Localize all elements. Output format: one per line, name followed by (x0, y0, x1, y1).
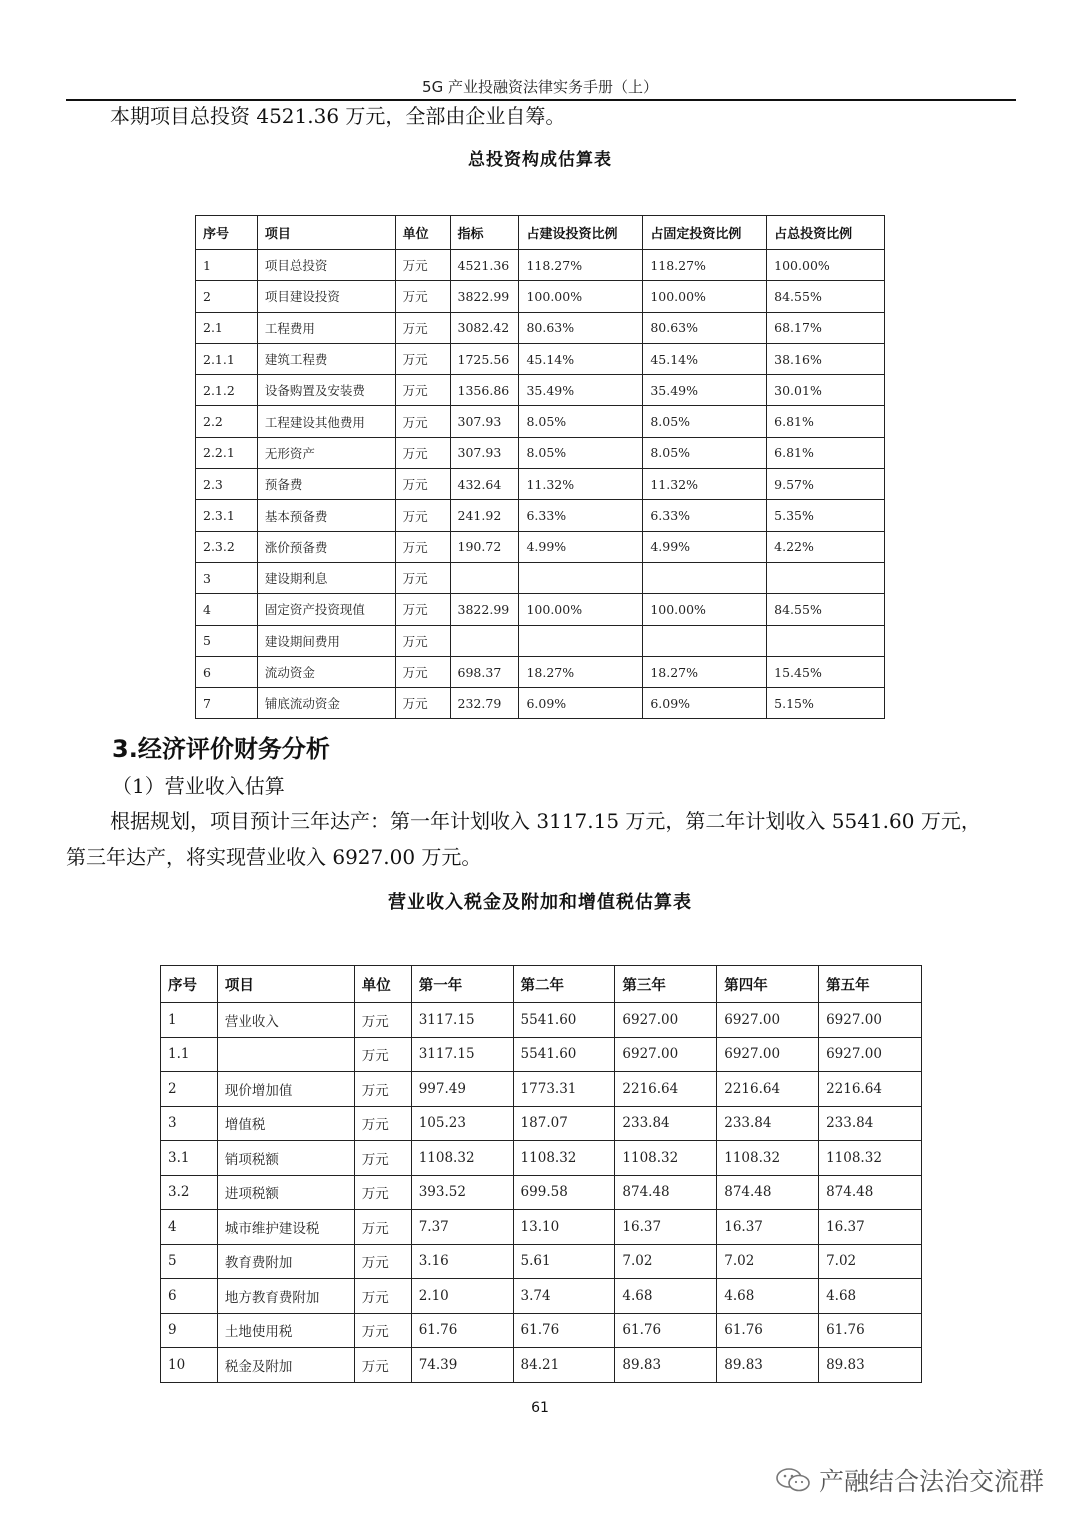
table-row (161, 1072, 922, 1107)
table-cell: 233.84 (615, 1106, 717, 1141)
table-cell: 3.2 (161, 1175, 218, 1210)
table-cell: 万元 (395, 312, 450, 343)
table-cell: 4.68 (615, 1279, 717, 1314)
table-cell: 4 (196, 594, 258, 625)
table-cell: 6927.00 (615, 1003, 717, 1038)
table-cell: 6927.00 (717, 1037, 819, 1072)
intro-text: 本期项目总投资 4521.36 万元，全部由企业自筹。 (110, 104, 566, 128)
table-cell: 307.93 (450, 406, 519, 437)
table-row (161, 1003, 922, 1038)
table-cell: 7.02 (819, 1244, 922, 1279)
table-cell (450, 625, 519, 656)
table-cell: 393.52 (411, 1175, 513, 1210)
table-cell: 16.37 (819, 1210, 922, 1245)
table-row (196, 656, 885, 687)
table-cell: 7 (196, 688, 258, 719)
column-header: 单位 (395, 216, 450, 250)
table-cell: 4.68 (717, 1279, 819, 1314)
table-cell: 7.02 (615, 1244, 717, 1279)
section-subheading: （1）营业收入估算 (112, 774, 285, 798)
table-cell: 233.84 (819, 1106, 922, 1141)
table-row (161, 1279, 922, 1314)
table-cell: 35.49% (643, 375, 767, 406)
column-header: 序号 (196, 216, 258, 250)
table-row (161, 1244, 922, 1279)
table-cell (643, 625, 767, 656)
table-cell: 35.49% (519, 375, 643, 406)
table-cell: 2.2 (196, 406, 258, 437)
table-cell: 241.92 (450, 500, 519, 531)
table-cell: 2.1.1 (196, 343, 258, 374)
table-cell: 9.57% (767, 469, 885, 500)
table-cell: 5.35% (767, 500, 885, 531)
table-row (196, 406, 885, 437)
table-cell (217, 1037, 354, 1072)
table-row (196, 500, 885, 531)
table-cell: 1.1 (161, 1037, 218, 1072)
body-paragraph-line1: 根据规划，项目预计三年达产：第一年计划收入 3117.15 万元，第二年计划收入 5541.60 万元， (110, 809, 981, 833)
table-cell: 7.37 (411, 1210, 513, 1245)
table-cell: 预备费 (257, 469, 395, 500)
column-header: 第四年 (717, 966, 819, 1003)
table-cell: 3117.15 (411, 1037, 513, 1072)
table-row (196, 594, 885, 625)
table-cell: 万元 (395, 437, 450, 468)
table-cell: 84.55% (767, 281, 885, 312)
table-row (196, 469, 885, 500)
table-cell: 销项税额 (217, 1141, 354, 1176)
column-header: 第一年 (411, 966, 513, 1003)
table-cell: 6 (161, 1279, 218, 1314)
table-cell: 1108.32 (411, 1141, 513, 1176)
wechat-icon (775, 1467, 811, 1493)
table-row (196, 562, 885, 593)
table-cell: 18.27% (643, 656, 767, 687)
table-cell: 45.14% (643, 343, 767, 374)
table-cell: 6927.00 (717, 1003, 819, 1038)
table-cell: 万元 (395, 406, 450, 437)
table-cell: 6.09% (643, 688, 767, 719)
table-cell: 84.55% (767, 594, 885, 625)
table-cell: 100.00% (519, 594, 643, 625)
table-cell: 4 (161, 1210, 218, 1245)
table-cell: 万元 (354, 1210, 411, 1245)
column-header: 第五年 (819, 966, 922, 1003)
table-cell (519, 562, 643, 593)
table-cell: 8.05% (643, 406, 767, 437)
table-cell: 2216.64 (819, 1072, 922, 1107)
table-cell: 8.05% (519, 406, 643, 437)
table-row (161, 1348, 922, 1383)
table-cell: 698.37 (450, 656, 519, 687)
page-number: 61 (531, 1400, 549, 1416)
table-cell: 1108.32 (717, 1141, 819, 1176)
table-cell: 61.76 (411, 1313, 513, 1348)
header-title: 5G 产业投融资法律实务手册（上） (422, 78, 658, 96)
table-cell: 1 (161, 1003, 218, 1038)
investment-table (195, 215, 885, 719)
table-cell: 233.84 (717, 1106, 819, 1141)
table-cell: 190.72 (450, 531, 519, 562)
table-cell: 固定资产投资现值 (257, 594, 395, 625)
table-cell: 5541.60 (513, 1003, 615, 1038)
table-cell: 18.27% (519, 656, 643, 687)
table-cell: 进项税额 (217, 1175, 354, 1210)
table-cell: 万元 (395, 625, 450, 656)
table-cell: 699.58 (513, 1175, 615, 1210)
table-cell: 5.15% (767, 688, 885, 719)
table-cell: 2.3.1 (196, 500, 258, 531)
table-cell (450, 562, 519, 593)
table-cell: 增值税 (217, 1106, 354, 1141)
table-cell: 105.23 (411, 1106, 513, 1141)
table-cell: 997.49 (411, 1072, 513, 1107)
table-cell: 8.05% (519, 437, 643, 468)
table-cell: 万元 (395, 281, 450, 312)
table-cell (767, 562, 885, 593)
table-cell: 4.99% (519, 531, 643, 562)
table-cell: 432.64 (450, 469, 519, 500)
table-cell: 铺底流动资金 (257, 688, 395, 719)
table-cell: 5.61 (513, 1244, 615, 1279)
table-cell: 9 (161, 1313, 218, 1348)
table-cell: 100.00% (519, 281, 643, 312)
table-row (196, 375, 885, 406)
table-header-row (196, 216, 885, 250)
table-row (196, 250, 885, 281)
table-cell: 30.01% (767, 375, 885, 406)
table-cell: 万元 (395, 469, 450, 500)
body-paragraph-line2: 第三年达产，将实现营业收入 6927.00 万元。 (66, 845, 482, 869)
table-cell: 118.27% (643, 250, 767, 281)
table-cell: 307.93 (450, 437, 519, 468)
column-header: 序号 (161, 966, 218, 1003)
table-cell: 建设期利息 (257, 562, 395, 593)
table-cell: 3.16 (411, 1244, 513, 1279)
table-cell: 现价增加值 (217, 1072, 354, 1107)
table-cell: 万元 (395, 562, 450, 593)
table-cell: 45.14% (519, 343, 643, 374)
column-header: 项目 (217, 966, 354, 1003)
table-row (161, 1175, 922, 1210)
table-cell: 土地使用税 (217, 1313, 354, 1348)
table-cell: 1725.56 (450, 343, 519, 374)
table-header-row (161, 966, 922, 1003)
table-cell: 6.81% (767, 406, 885, 437)
table-row (196, 312, 885, 343)
table-row (196, 688, 885, 719)
table-cell: 项目总投资 (257, 250, 395, 281)
table-cell: 3822.99 (450, 594, 519, 625)
table-cell: 2 (196, 281, 258, 312)
table-cell: 营业收入 (217, 1003, 354, 1038)
table-cell: 61.76 (819, 1313, 922, 1348)
table-cell: 100.00% (767, 250, 885, 281)
table-cell: 万元 (395, 375, 450, 406)
table-cell: 61.76 (513, 1313, 615, 1348)
table-cell: 80.63% (643, 312, 767, 343)
column-header: 单位 (354, 966, 411, 1003)
table-row (161, 1313, 922, 1348)
table-cell: 6927.00 (819, 1003, 922, 1038)
table-cell: 地方教育费附加 (217, 1279, 354, 1314)
table-row (196, 625, 885, 656)
table-cell: 7.02 (717, 1244, 819, 1279)
watermark-text: 产融结合法治交流群 (818, 1467, 1044, 1496)
table-cell: 万元 (354, 1106, 411, 1141)
table-row (196, 281, 885, 312)
table-cell: 万元 (395, 343, 450, 374)
revenue-tax-table (160, 965, 922, 1383)
table-cell: 万元 (395, 531, 450, 562)
column-header: 指标 (450, 216, 519, 250)
table-cell: 涨价预备费 (257, 531, 395, 562)
table2-caption: 营业收入税金及附加和增值税估算表 (388, 892, 692, 913)
table-cell: 4521.36 (450, 250, 519, 281)
table-cell: 4.99% (643, 531, 767, 562)
table-row (196, 343, 885, 374)
table-cell: 6.33% (643, 500, 767, 531)
table-cell: 万元 (354, 1003, 411, 1038)
table-row (161, 1141, 922, 1176)
table-cell: 232.79 (450, 688, 519, 719)
table-cell: 2.3 (196, 469, 258, 500)
table-cell: 61.76 (615, 1313, 717, 1348)
table-cell: 89.83 (615, 1348, 717, 1383)
table-cell: 流动资金 (257, 656, 395, 687)
table-cell: 2216.64 (717, 1072, 819, 1107)
table-cell: 万元 (354, 1244, 411, 1279)
table-cell: 建筑工程费 (257, 343, 395, 374)
table-cell: 万元 (395, 500, 450, 531)
table-cell: 16.37 (717, 1210, 819, 1245)
table-cell: 万元 (354, 1141, 411, 1176)
table-cell: 3 (196, 562, 258, 593)
table-row (161, 1210, 922, 1245)
table-cell: 10 (161, 1348, 218, 1383)
column-header: 第三年 (615, 966, 717, 1003)
table-cell: 874.48 (819, 1175, 922, 1210)
table-cell: 万元 (395, 656, 450, 687)
section-heading: 3.经济评价财务分析 (112, 735, 330, 763)
table-cell: 89.83 (717, 1348, 819, 1383)
table-cell: 万元 (354, 1348, 411, 1383)
table-cell: 15.45% (767, 656, 885, 687)
table-cell: 1356.86 (450, 375, 519, 406)
table-cell: 3 (161, 1106, 218, 1141)
table-row (196, 531, 885, 562)
table-cell: 3.74 (513, 1279, 615, 1314)
table-cell: 项目建设投资 (257, 281, 395, 312)
table-cell (519, 625, 643, 656)
table-cell: 1108.32 (819, 1141, 922, 1176)
table-cell: 万元 (395, 688, 450, 719)
table-cell: 11.32% (643, 469, 767, 500)
table-cell: 万元 (354, 1037, 411, 1072)
table-cell: 2.1 (196, 312, 258, 343)
table-cell: 1 (196, 250, 258, 281)
column-header: 占总投资比例 (767, 216, 885, 250)
column-header: 占固定投资比例 (643, 216, 767, 250)
table-cell: 税金及附加 (217, 1348, 354, 1383)
table-cell: 无形资产 (257, 437, 395, 468)
table-cell: 5541.60 (513, 1037, 615, 1072)
table-cell: 118.27% (519, 250, 643, 281)
column-header: 占建设投资比例 (519, 216, 643, 250)
table-cell: 89.83 (819, 1348, 922, 1383)
table-cell: 16.37 (615, 1210, 717, 1245)
table-cell: 6.33% (519, 500, 643, 531)
table-cell: 万元 (354, 1279, 411, 1314)
table-cell: 4.68 (819, 1279, 922, 1314)
table-cell: 74.39 (411, 1348, 513, 1383)
table-cell: 84.21 (513, 1348, 615, 1383)
table-cell: 8.05% (643, 437, 767, 468)
table-cell: 6.81% (767, 437, 885, 468)
table-cell: 80.63% (519, 312, 643, 343)
table-cell: 1108.32 (615, 1141, 717, 1176)
table-cell: 2.1.2 (196, 375, 258, 406)
table-cell: 设备购置及安装费 (257, 375, 395, 406)
table-cell: 2 (161, 1072, 218, 1107)
table-cell: 38.16% (767, 343, 885, 374)
table-cell: 5 (196, 625, 258, 656)
table-cell: 城市维护建设税 (217, 1210, 354, 1245)
table-cell: 万元 (395, 250, 450, 281)
table-cell: 100.00% (643, 594, 767, 625)
table-cell (643, 562, 767, 593)
table-cell (767, 625, 885, 656)
table-cell: 3117.15 (411, 1003, 513, 1038)
table-cell: 工程费用 (257, 312, 395, 343)
table-cell: 874.48 (615, 1175, 717, 1210)
table-cell: 万元 (395, 594, 450, 625)
table-row (161, 1037, 922, 1072)
table-cell: 4.22% (767, 531, 885, 562)
table-cell: 13.10 (513, 1210, 615, 1245)
table-cell: 2.2.1 (196, 437, 258, 468)
table-row (196, 437, 885, 468)
table-cell: 100.00% (643, 281, 767, 312)
table-cell: 6927.00 (615, 1037, 717, 1072)
table-cell: 6927.00 (819, 1037, 922, 1072)
table-cell: 万元 (354, 1313, 411, 1348)
column-header: 项目 (257, 216, 395, 250)
table-cell: 2.3.2 (196, 531, 258, 562)
table-cell: 1108.32 (513, 1141, 615, 1176)
table-cell: 61.76 (717, 1313, 819, 1348)
table-cell: 教育费附加 (217, 1244, 354, 1279)
table-cell: 187.07 (513, 1106, 615, 1141)
table1-caption: 总投资构成估算表 (468, 150, 612, 170)
table-cell: 3.1 (161, 1141, 218, 1176)
table-cell: 3082.42 (450, 312, 519, 343)
table-cell: 基本预备费 (257, 500, 395, 531)
table-cell: 3822.99 (450, 281, 519, 312)
table-cell: 1773.31 (513, 1072, 615, 1107)
column-header: 第二年 (513, 966, 615, 1003)
table-cell: 5 (161, 1244, 218, 1279)
table-cell: 2216.64 (615, 1072, 717, 1107)
table-cell: 万元 (354, 1175, 411, 1210)
table-cell: 万元 (354, 1072, 411, 1107)
table-cell: 2.10 (411, 1279, 513, 1314)
table-cell: 68.17% (767, 312, 885, 343)
table-cell: 874.48 (717, 1175, 819, 1210)
table-cell: 工程建设其他费用 (257, 406, 395, 437)
table-row (161, 1106, 922, 1141)
table-cell: 6 (196, 656, 258, 687)
table-cell: 建设期间费用 (257, 625, 395, 656)
watermark (775, 1462, 1044, 1498)
table-cell: 11.32% (519, 469, 643, 500)
table-cell: 6.09% (519, 688, 643, 719)
